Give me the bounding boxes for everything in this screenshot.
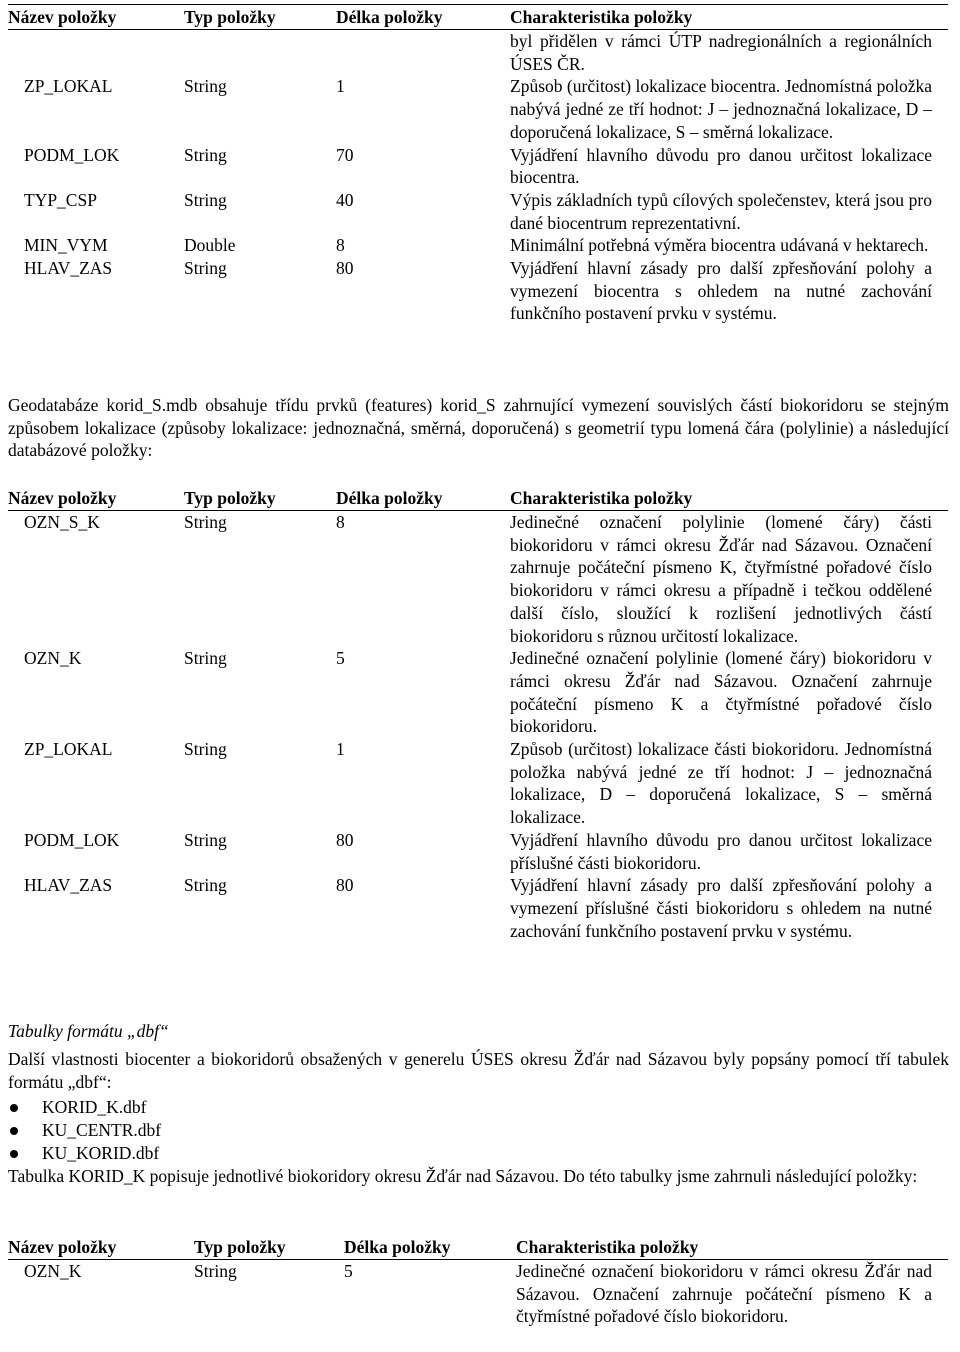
column-header-description: Charakteristika položky bbox=[516, 1235, 948, 1260]
field-name: OZN_K bbox=[24, 1261, 82, 1281]
field-name: TYP_CSP bbox=[24, 189, 97, 210]
field-description: byl přidělen v rámci ÚTP nadregionálních a regionálních ÚSES ČR. bbox=[510, 31, 932, 74]
korid-k-paragraph: Tabulka KORID_K popisuje jednotlivé biokoridory okresu Žďár nad Sázavou. Do této tabulky jsme zahrnuli následující položky: bbox=[8, 1166, 918, 1186]
table-row bbox=[8, 144, 948, 189]
field-type: String bbox=[184, 739, 227, 760]
table-header-row bbox=[8, 5, 948, 30]
field-description: Výpis základních typů cílových společenstev, která jsou pro dané biocentrum reprezentativní. bbox=[510, 189, 932, 233]
field-length: 1 bbox=[336, 739, 345, 760]
list-item bbox=[8, 1119, 161, 1142]
file-name: KU_CENTR.dbf bbox=[42, 1120, 162, 1141]
field-length: 1 bbox=[336, 76, 345, 97]
field-description: Vyjádření hlavního důvodu pro danou určitost lokalizace biocentra. bbox=[510, 144, 932, 188]
biocentra-fields-table bbox=[8, 4, 948, 325]
field-type: String bbox=[184, 875, 227, 896]
field-type: String bbox=[184, 189, 227, 210]
field-length: 5 bbox=[344, 1261, 353, 1281]
field-type: String bbox=[184, 648, 227, 669]
column-header-length: Délka položky bbox=[344, 1235, 516, 1260]
field-name: MIN_VYM bbox=[24, 235, 108, 256]
column-header-type: Typ položky bbox=[184, 486, 336, 511]
field-type: String bbox=[184, 76, 227, 97]
section-heading: Tabulky formátu „dbf“ bbox=[8, 1021, 169, 1041]
bullet-icon bbox=[10, 1104, 18, 1112]
field-length: 80 bbox=[336, 258, 354, 279]
table-header-row bbox=[8, 1235, 948, 1260]
korid-s-fields-table bbox=[8, 486, 948, 942]
field-description: Vyjádření hlavní zásady pro další zpřesňování polohy a vymezení biocentra s ohledem na nutné zachování funkčního postavení prvku v systému. bbox=[510, 258, 932, 324]
dbf-file-list bbox=[8, 1096, 161, 1166]
field-length: 8 bbox=[336, 235, 345, 256]
field-type: String bbox=[184, 829, 227, 850]
geodatabase-paragraph: Geodatabáze korid_S.mdb obsahuje třídu prvků (features) korid_S zahrnující vymezení souvislých částí biokoridoru se stejným způsobem lokalizace (způsoby lokalizace: jednoznačná, směrná, doporučená) s geometrií typu lomená čára (polylinie) a následující databázové položky: bbox=[8, 395, 949, 461]
table-row bbox=[8, 874, 948, 942]
table-header-row bbox=[8, 486, 948, 511]
field-name: HLAV_ZAS bbox=[24, 258, 113, 279]
table-row bbox=[8, 234, 948, 257]
column-header-name: Název položky bbox=[8, 486, 184, 511]
column-header-type: Typ položky bbox=[184, 5, 336, 30]
field-name: ZP_LOKAL bbox=[24, 76, 113, 97]
field-description: Jedinečné označení biokoridoru v rámci okresu Žďár nad Sázavou. Označení zahrnuje počáteční písmeno K a čtyřmístné pořadové číslo biokoridoru. bbox=[516, 1261, 932, 1327]
file-name: KU_KORID.dbf bbox=[42, 1143, 160, 1164]
field-type: String bbox=[184, 258, 227, 279]
field-description: Vyjádření hlavní zásady pro další zpřesňování polohy a vymezení příslušné části biokoridoru s ohledem na nutné zachování funkčního postavení prvku v systému. bbox=[510, 875, 932, 941]
column-header-description: Charakteristika položky bbox=[510, 486, 948, 511]
field-name: HLAV_ZAS bbox=[24, 875, 113, 896]
field-description: Způsob (určitost) lokalizace části biokoridoru. Jednomístná položka nabývá jedné ze tří hodnot: J – jednoznačná lokalizace, D – doporučená lokalizace, S – směrná lokalizace. bbox=[510, 739, 932, 828]
field-length: 80 bbox=[336, 875, 354, 896]
field-length: 8 bbox=[336, 512, 345, 532]
table-row bbox=[8, 738, 948, 829]
field-name: OZN_K bbox=[24, 648, 82, 669]
column-header-description: Charakteristika položky bbox=[510, 5, 948, 30]
field-name: ZP_LOKAL bbox=[24, 739, 113, 760]
list-item bbox=[8, 1096, 161, 1119]
bullet-icon bbox=[10, 1127, 18, 1135]
field-name: PODM_LOK bbox=[24, 829, 120, 850]
field-length bbox=[336, 30, 510, 76]
field-name: OZN_S_K bbox=[24, 512, 100, 532]
field-description: Jedinečné označení polylinie (lomené čáry) části biokoridoru v rámci okresu Žďár nad Sázavou. Označení zahrnuje počáteční písmeno K, čtyřmístné pořadové číslo biokoridoru v rámci okresu a případně i tečkou oddělené další číslo, sloužící k rozlišení jednotlivých částí biokoridoru s různou určitostí lokalizace. bbox=[510, 512, 932, 646]
column-header-length: Délka položky bbox=[336, 5, 510, 30]
column-header-name: Název položky bbox=[8, 1235, 194, 1260]
field-length: 40 bbox=[336, 189, 354, 210]
column-header-type: Typ položky bbox=[194, 1235, 344, 1260]
field-description: Minimální potřebná výměra biocentra udávaná v hektarech. bbox=[510, 235, 929, 256]
field-type: String bbox=[184, 512, 227, 532]
column-header-name: Název položky bbox=[8, 5, 184, 30]
table-row bbox=[8, 189, 948, 234]
table-row bbox=[8, 1260, 948, 1329]
table-row bbox=[8, 75, 948, 143]
field-type: Double bbox=[184, 235, 236, 256]
table-row bbox=[8, 257, 948, 325]
field-type: String bbox=[184, 144, 227, 165]
table-row bbox=[8, 511, 948, 648]
table-row bbox=[8, 829, 948, 874]
field-length: 5 bbox=[336, 648, 345, 669]
file-name: KORID_K.dbf bbox=[42, 1097, 147, 1117]
dbf-intro-paragraph: Další vlastnosti biocenter a biokoridorů obsažených v generelu ÚSES okresu Žďár nad Sázavou byly popsány pomocí tří tabulek formátu „dbf“: bbox=[8, 1049, 949, 1092]
korid-k-fields-table bbox=[8, 1235, 948, 1328]
field-description: Způsob (určitost) lokalizace biocentra. Jednomístná položka nabývá jedné ze tří hodnot: J – jednoznačná lokalizace, D – doporučená lokalizace, S – směrná lokalizace. bbox=[510, 76, 932, 142]
field-name: PODM_LOK bbox=[24, 144, 120, 165]
table-row bbox=[8, 647, 948, 738]
field-description: Jedinečné označení polylinie (lomené čáry) biokoridoru v rámci okresu Žďár nad Sázavou. Označení zahrnuje počáteční písmeno K a čtyřmístné pořadové číslo biokoridoru. bbox=[510, 648, 932, 737]
column-header-length: Délka položky bbox=[336, 486, 510, 511]
field-type bbox=[184, 30, 336, 76]
field-description: Vyjádření hlavního důvodu pro danou určitost lokalizace příslušné části biokoridoru. bbox=[510, 829, 932, 873]
bullet-icon bbox=[10, 1150, 18, 1158]
list-item bbox=[8, 1142, 161, 1165]
field-length: 70 bbox=[336, 144, 354, 165]
field-name bbox=[8, 30, 184, 76]
field-type: String bbox=[194, 1261, 237, 1281]
field-length: 80 bbox=[336, 829, 354, 850]
table-row bbox=[8, 30, 948, 76]
